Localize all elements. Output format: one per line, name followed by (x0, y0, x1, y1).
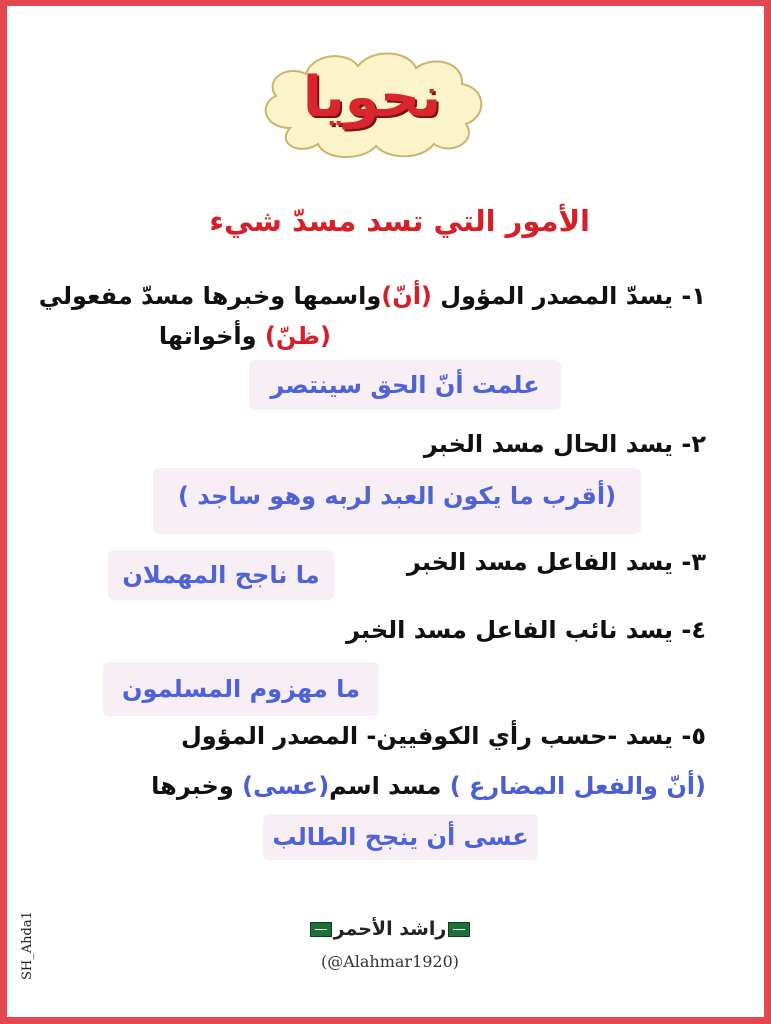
rule-4-example: ما مهزوم المسلمون (103, 662, 379, 716)
rule-5-text-b: مسد اسم (329, 772, 450, 800)
saudi-flag-icon (448, 922, 470, 937)
rule-1-example: علمت أنّ الحق سينتصر (249, 360, 561, 410)
signature-handle: (@Alahmar1920) (320, 952, 460, 971)
rule-5-line-2 (151, 772, 706, 800)
rule-3-text: ٣- يسد الفاعل مسد الخبر (406, 548, 706, 576)
watermark: SH_Ahda1 (20, 911, 35, 980)
rule-5-highlight-an-verb: (أنّ والفعل المضارع ) (449, 772, 706, 800)
rule-1-text-d: وأخواتها (158, 322, 265, 350)
rule-1-line-2 (159, 322, 331, 350)
rule-2-text: ٢- يسد الحال مسد الخبر (423, 430, 706, 458)
rule-5-text-d: وخبرها (151, 772, 243, 800)
page-title: نحويا (302, 65, 442, 130)
signature-name: راشد الأحمر (333, 918, 447, 940)
saudi-flag-icon (310, 922, 332, 937)
rule-1-line-1 (39, 282, 706, 310)
rule-5-highlight-asa: (عسى) (242, 772, 330, 800)
rule-5-example: عسى أن ينجح الطالب (263, 814, 538, 860)
rule-1-highlight-zanna: (ظنّ) (264, 322, 331, 350)
subtitle: الأمور التي تسد مسدّ شيء (209, 204, 590, 238)
rule-5-line-1: ٥- يسد -حسب رأي الكوفيين- المصدر المؤول (180, 722, 706, 750)
rule-3-example: ما ناجح المهملان (108, 550, 334, 600)
rule-2-example: (أقرب ما يكون العبد لربه وهو ساجد ) (153, 468, 641, 534)
rule-1-highlight-an: (أنّ) (381, 282, 432, 310)
signature-name-row (290, 918, 490, 940)
rule-1-text-a: ١- يسدّ المصدر المؤول (431, 282, 706, 310)
rule-1-text-c: واسمها وخبرها مسدّ مفعولي (38, 282, 382, 310)
rule-4-text: ٤- يسد نائب الفاعل مسد الخبر (346, 616, 706, 644)
